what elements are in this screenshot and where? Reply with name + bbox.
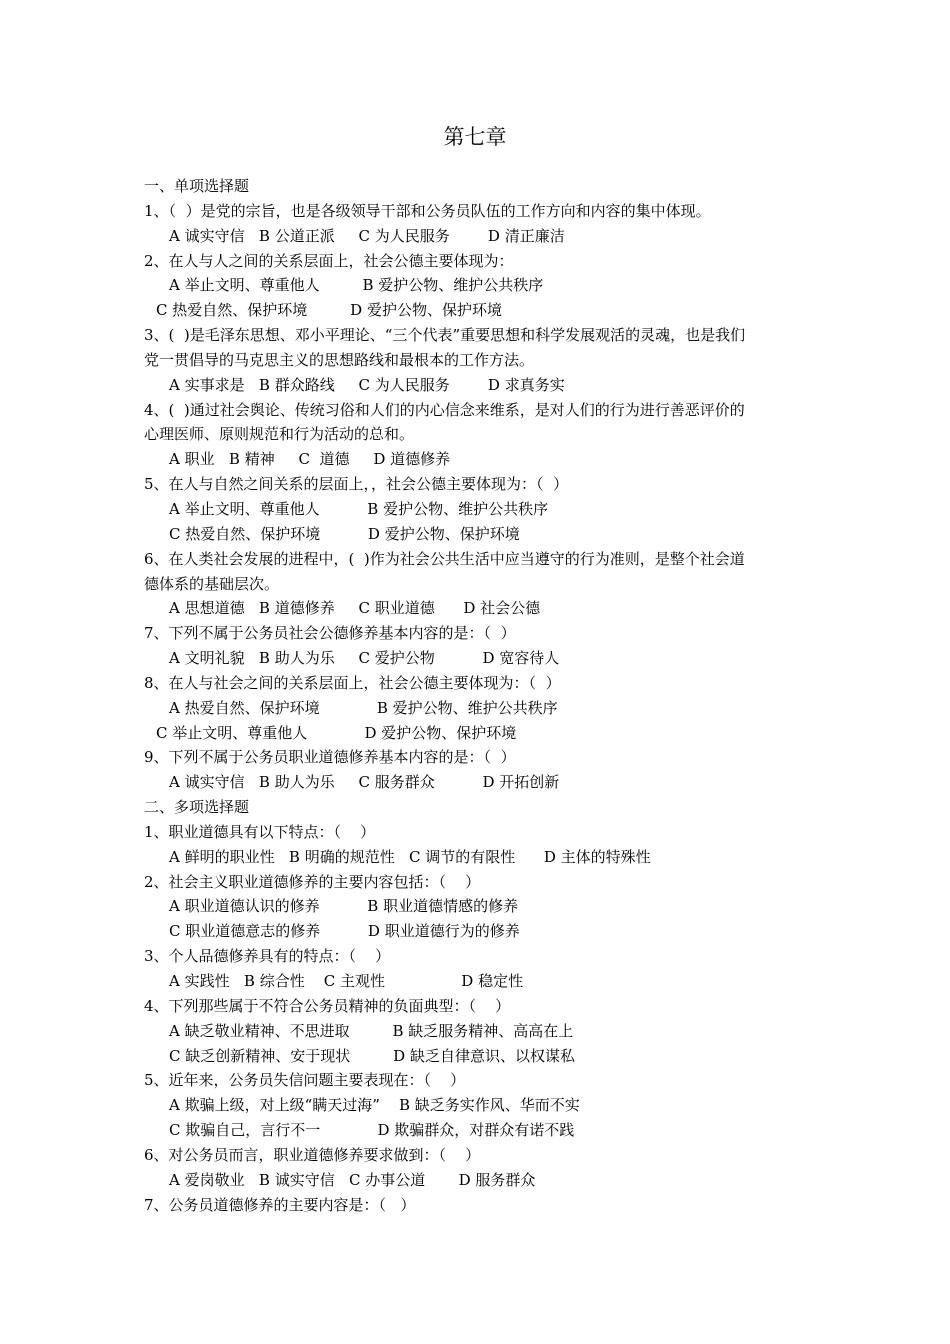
section-heading: 二、多项选择题: [144, 798, 250, 817]
option-line: A 诚实守信 B 公道正派 C 为人民服务 D 清正廉洁: [169, 226, 565, 245]
option-line: A 实践性 B 综合性 C 主观性 D 稳定性: [169, 972, 524, 990]
option-line: A 职业 B 精神 C 道德 D 道德修养: [169, 450, 451, 469]
option-line: A 欺骗上级，对上级“瞒天过海” B 缺乏务实作风、华而不实: [169, 1096, 580, 1115]
option-line: C 热爱自然、保护环境 D 爱护公物、保护环境: [169, 524, 520, 543]
question-stem: 5、近年来，公务员失信问题主要表现在：（ ）: [144, 1071, 466, 1090]
question-stem: 2、社会主义职业道德修养的主要内容包括：（ ）: [144, 872, 481, 891]
question-stem: 2、在人与人之间的关系层面上，社会公德主要体现为：: [144, 251, 514, 270]
option-line: C 缺乏创新精神、安于现状 D 缺乏自律意识、以权谋私: [169, 1046, 575, 1065]
page-title: 第七章: [443, 125, 507, 149]
question-stem: 6、对公务员而言，职业道德修养要求做到：（ ）: [144, 1145, 481, 1164]
option-line: A 爱岗敬业 B 诚实守信 C 办事公道 D 服务群众: [169, 1170, 536, 1189]
question-list: [144, 174, 814, 1217]
option-line: A 诚实守信 B 助人为乐 C 服务群众 D 开拓创新: [169, 773, 560, 792]
question-stem-continued: 党一贯倡导的马克思主义的思想路线和最根本的工作方法。: [144, 350, 535, 369]
option-line: A 热爱自然、保护环境 B 爱护公物、维护公共秩序: [169, 698, 558, 717]
question-stem: 9、下列不属于公务员职业道德修养基本内容的是：（ ）: [144, 748, 516, 767]
option-line: A 实事求是 B 群众路线 C 为人民服务 D 求真务实: [169, 375, 565, 394]
option-line: C 职业道德意志的修养 D 职业道德行为的修养: [169, 922, 520, 941]
question-stem-continued: 德体系的基础层次。: [144, 574, 280, 593]
option-line: A 鲜明的职业性 B 明确的规范性 C 调节的有限性 D 主体的特殊性: [169, 847, 651, 866]
option-line: A 思想道德 B 道德修养 C 职业道德 D 社会公德: [169, 599, 541, 618]
option-line: C 举止文明、尊重他人 D 爱护公物、保护环境: [156, 723, 517, 742]
question-stem: 5、在人与自然之间关系的层面上，，社会公德主要体现为：（ ）: [144, 475, 569, 494]
question-stem: 4、( )通过社会舆论、传统习俗和人们的内心信念来维系，是对人们的行为进行善恶评价的: [144, 400, 745, 419]
option-line: C 欺骗自己，言行不一 D 欺骗群众，对群众有诺不践: [169, 1121, 575, 1140]
option-line: A 举止文明、尊重他人 B 爱护公物、维护公共秩序: [169, 276, 544, 295]
option-line: A 文明礼貌 B 助人为乐 C 爱护公物 D 宽容待人: [169, 649, 560, 668]
section-heading: 一、单项选择题: [144, 177, 250, 195]
question-stem: 6、在人类社会发展的进程中，( )作为社会公共生活中应当遵守的行为准则，是整个社会道: [144, 549, 745, 568]
question-stem: 3、( )是毛泽东思想、邓小平理论、“三个代表”重要思想和科学发展观活的灵魂，也是我们: [144, 326, 746, 345]
option-line: A 缺乏敬业精神、不思进取 B 缺乏服务精神、高高在上: [169, 1021, 574, 1040]
option-line: C 热爱自然、保护环境 D 爱护公物、保护环境: [156, 301, 502, 320]
question-stem: 4、下列那些属于不符合公务员精神的负面典型：（ ）: [144, 996, 511, 1015]
question-stem-continued: 心理医师、原则规范和行为活动的总和。: [144, 425, 415, 444]
question-stem: 7、公务员道德修养的主要内容是：（ ）: [144, 1195, 416, 1214]
question-stem: 7、下列不属于公务员社会公德修养基本内容的是：（ ）: [144, 624, 516, 643]
option-line: A 职业道德认识的修养 B 职业道德情感的修养: [169, 897, 519, 916]
option-line: A 举止文明、尊重他人 B 爱护公物、维护公共秩序: [169, 499, 549, 518]
question-stem: 1、（ ）是党的宗旨，也是各级领导干部和公务员队伍的工作方向和内容的集中体现。: [144, 201, 711, 220]
question-stem: 3、个人品德修养具有的特点：（ ）: [144, 947, 391, 966]
question-stem: 8、在人与社会之间的关系层面上，社会公德主要体现为：（ ）: [144, 673, 561, 692]
question-stem: 1、职业道德具有以下特点：（ ）: [144, 822, 376, 841]
